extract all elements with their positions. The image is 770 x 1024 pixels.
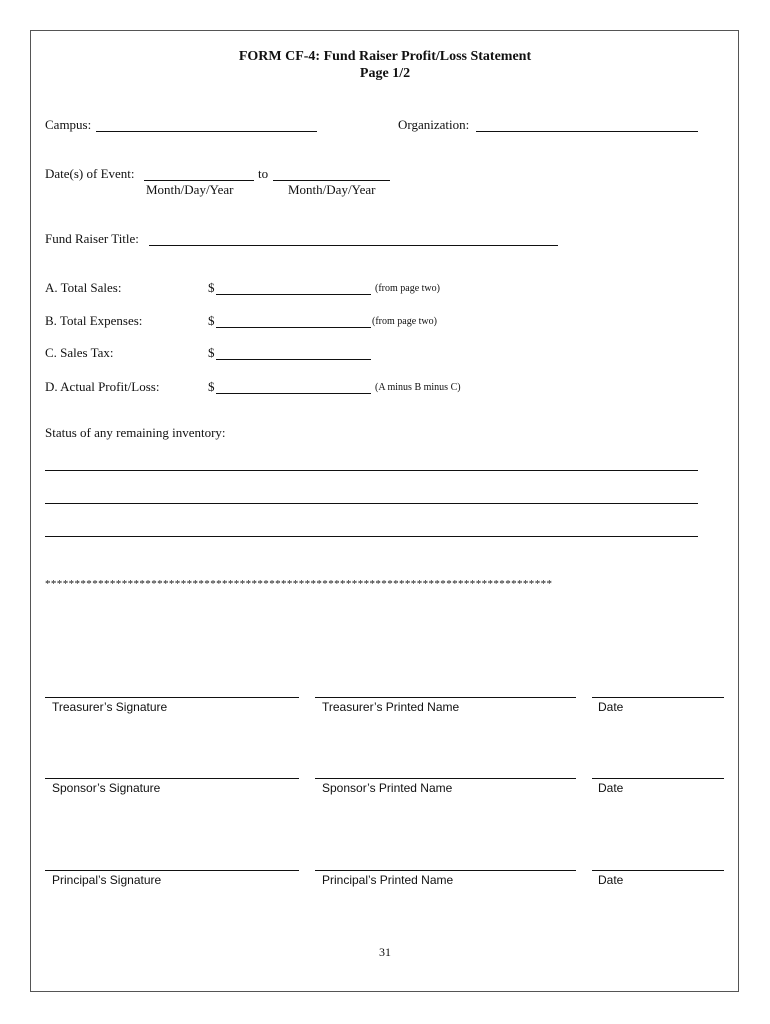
end-date-field[interactable]	[273, 180, 390, 181]
principal-signature-label: Principal’s Signature	[52, 873, 162, 887]
inventory-line-2[interactable]	[45, 503, 698, 504]
treasurer-date-line[interactable]	[592, 697, 724, 698]
sponsor-date-line[interactable]	[592, 778, 724, 779]
start-date-field[interactable]	[144, 180, 254, 181]
sponsor-name-line[interactable]	[315, 778, 576, 779]
sponsor-signature-label: Sponsor’s Signature	[52, 781, 161, 795]
page-number: 31	[379, 945, 391, 959]
campus-field[interactable]	[96, 131, 317, 132]
separator-stars: **************************************************************************************	[45, 578, 553, 590]
total-expenses-label: B. Total Expenses:	[45, 313, 143, 328]
dates-to: to	[258, 166, 269, 181]
actual-profit-loss-note: (A minus B minus C)	[375, 382, 461, 393]
treasurer-signature-line[interactable]	[45, 697, 299, 698]
inventory-label: Status of any remaining inventory:	[45, 425, 226, 440]
fund-raiser-title-field[interactable]	[149, 245, 558, 246]
principal-date-line[interactable]	[592, 870, 724, 871]
end-date-format: Month/Day/Year	[288, 182, 376, 197]
inventory-line-3[interactable]	[45, 536, 698, 537]
total-sales-label: A. Total Sales:	[45, 280, 122, 295]
sponsor-date-label: Date	[598, 781, 624, 795]
sales-tax-currency: $	[208, 345, 215, 360]
principal-name-label: Principal’s Printed Name	[322, 873, 454, 887]
principal-date-label: Date	[598, 873, 624, 887]
total-expenses-note: (from page two)	[372, 316, 437, 327]
campus-label: Campus:	[45, 117, 92, 132]
organization-field[interactable]	[476, 131, 698, 132]
organization-label: Organization:	[398, 117, 470, 132]
total-sales-field[interactable]	[216, 294, 371, 295]
treasurer-name-line[interactable]	[315, 697, 576, 698]
actual-profit-loss-label: D. Actual Profit/Loss:	[45, 379, 160, 394]
treasurer-date-label: Date	[598, 700, 624, 714]
total-expenses-field[interactable]	[216, 327, 371, 328]
sales-tax-field[interactable]	[216, 359, 371, 360]
total-sales-note: (from page two)	[375, 283, 440, 294]
actual-profit-loss-currency: $	[208, 379, 215, 394]
start-date-format: Month/Day/Year	[146, 182, 234, 197]
fund-raiser-title-label: Fund Raiser Title:	[45, 231, 139, 246]
treasurer-name-label: Treasurer’s Printed Name	[322, 700, 460, 714]
sponsor-name-label: Sponsor’s Printed Name	[322, 781, 453, 795]
treasurer-signature-label: Treasurer’s Signature	[52, 700, 168, 714]
principal-name-line[interactable]	[315, 870, 576, 871]
page-label: Page 1/2	[359, 66, 411, 81]
inventory-line-1[interactable]	[45, 470, 698, 471]
sponsor-signature-line[interactable]	[45, 778, 299, 779]
form-title: FORM CF-4: Fund Raiser Profit/Loss Statement	[238, 49, 532, 64]
total-sales-currency: $	[208, 280, 215, 295]
principal-signature-line[interactable]	[45, 870, 299, 871]
total-expenses-currency: $	[208, 313, 215, 328]
sales-tax-label: C. Sales Tax:	[45, 345, 114, 360]
actual-profit-loss-field[interactable]	[216, 393, 371, 394]
dates-label: Date(s) of Event:	[45, 166, 135, 181]
page-border	[30, 30, 739, 992]
